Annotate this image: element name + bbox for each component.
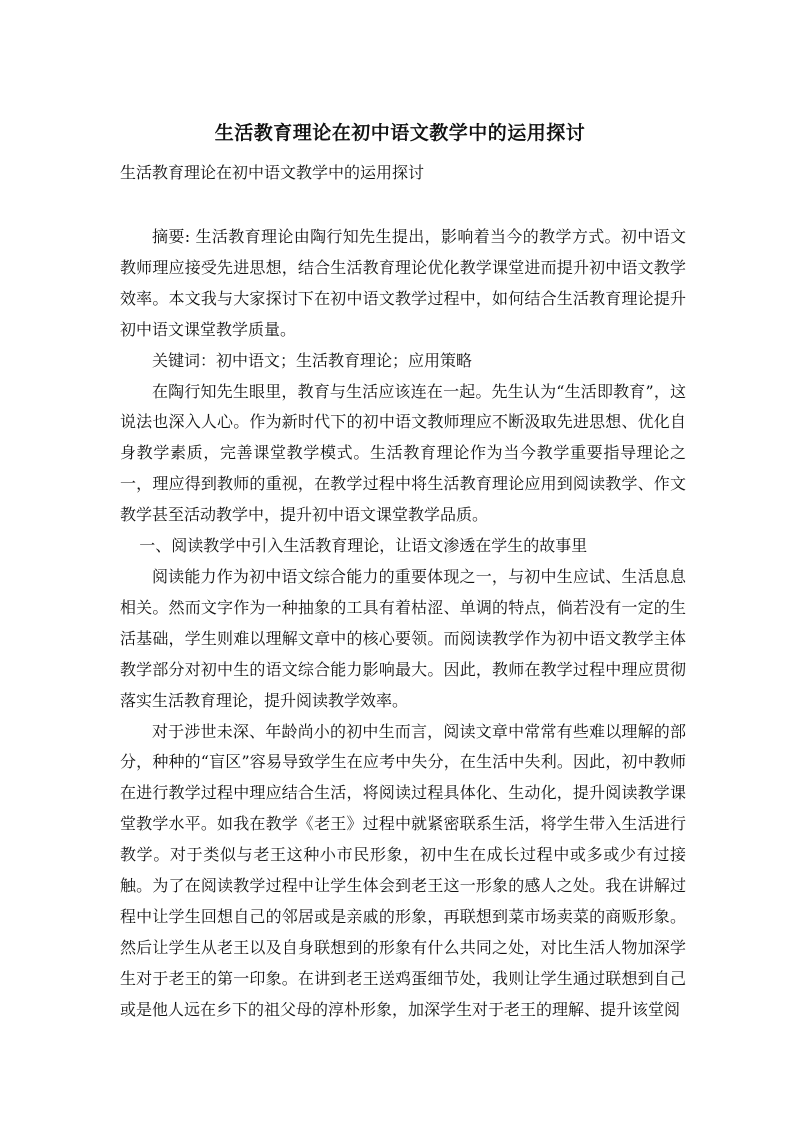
body-paragraph: 对于涉世未深、年龄尚小的初中生而言，阅读文章中常常有些难以理解的部分，种种的“盲区”容易导致学生在应考中失分，在生活中失利。因此，初中教师在进行教学过程中理应结合生活，将阅读过程具体化、生动化，提升阅读教学课堂教学水平。如我在教学《老王》过程中就紧密联系生活，将学生带入生活进行教学。对于类似与老王这种小市民形象，初中生在成长过程中或多或少有过接触。为了在阅读教学过程中让学生体会到老王这一形象的感人之处。我在讲解过程中让学生回想自己的邻居或是亲戚的形象，再联想到菜市场卖菜的商贩形象。然后让学生从老王以及自身联想到的形象有什么共同之处，对比生活人物加深学生对于老王的第一印象。在讲到老王送鸡蛋细节处，我则让学生通过联想到自己或是他人远在乡下的祖父母的淳朴形象，加深学生对于老王的理解、提升该堂阅 — [120, 721, 686, 1019]
section-heading: 一、阅读教学中引入生活教育理论，让语文渗透在学生的故事里 — [139, 536, 588, 556]
intro-paragraph: 在陶行知先生眼里，教育与生活应该连在一起。先生认为“生活即教育”，这说法也深入人心。作为新时代下的初中语文教师理应不断汲取先进思想、优化自身教学素质，完善课堂教学模式。生活教育理论作为当今教学重要指导理论之一，理应得到教师的重视，在教学过程中将生活教育理论应用到阅读教学、作文教学甚至活动教学中，提升初中语文课堂教学品质。 — [120, 381, 686, 525]
document-body — [120, 222, 686, 1026]
document-title: 生活教育理论在初中语文教学中的运用探讨 — [214, 122, 586, 144]
body-paragraph: 阅读能力作为初中语文综合能力的重要体现之一，与初中生应试、生活息息相关。然而文字作为一种抽象的工具有着枯涩、单调的特点，倘若没有一定的生活基础，学生则难以理解文章中的核心要领。而阅读教学作为初中语文教学主体教学部分对初中生的语文综合能力影响最大。因此，教师在教学过程中理应贯彻落实生活教育理论，提升阅读教学效率。 — [120, 566, 686, 710]
keywords-paragraph: 关键词：初中语文；生活教育理论；应用策略 — [152, 350, 473, 370]
abstract-paragraph: 摘要: 生活教育理论由陶行知先生提出，影响着当今的教学方式。初中语文教师理应接受先进思想，结合生活教育理论优化教学课堂进而提升初中语文教学效率。本文我与大家探讨下在初中语文教学过程中，如何结合生活教育理论提升初中语文课堂教学质量。 — [120, 227, 686, 339]
document-subtitle: 生活教育理论在初中语文教学中的运用探讨 — [120, 163, 425, 182]
